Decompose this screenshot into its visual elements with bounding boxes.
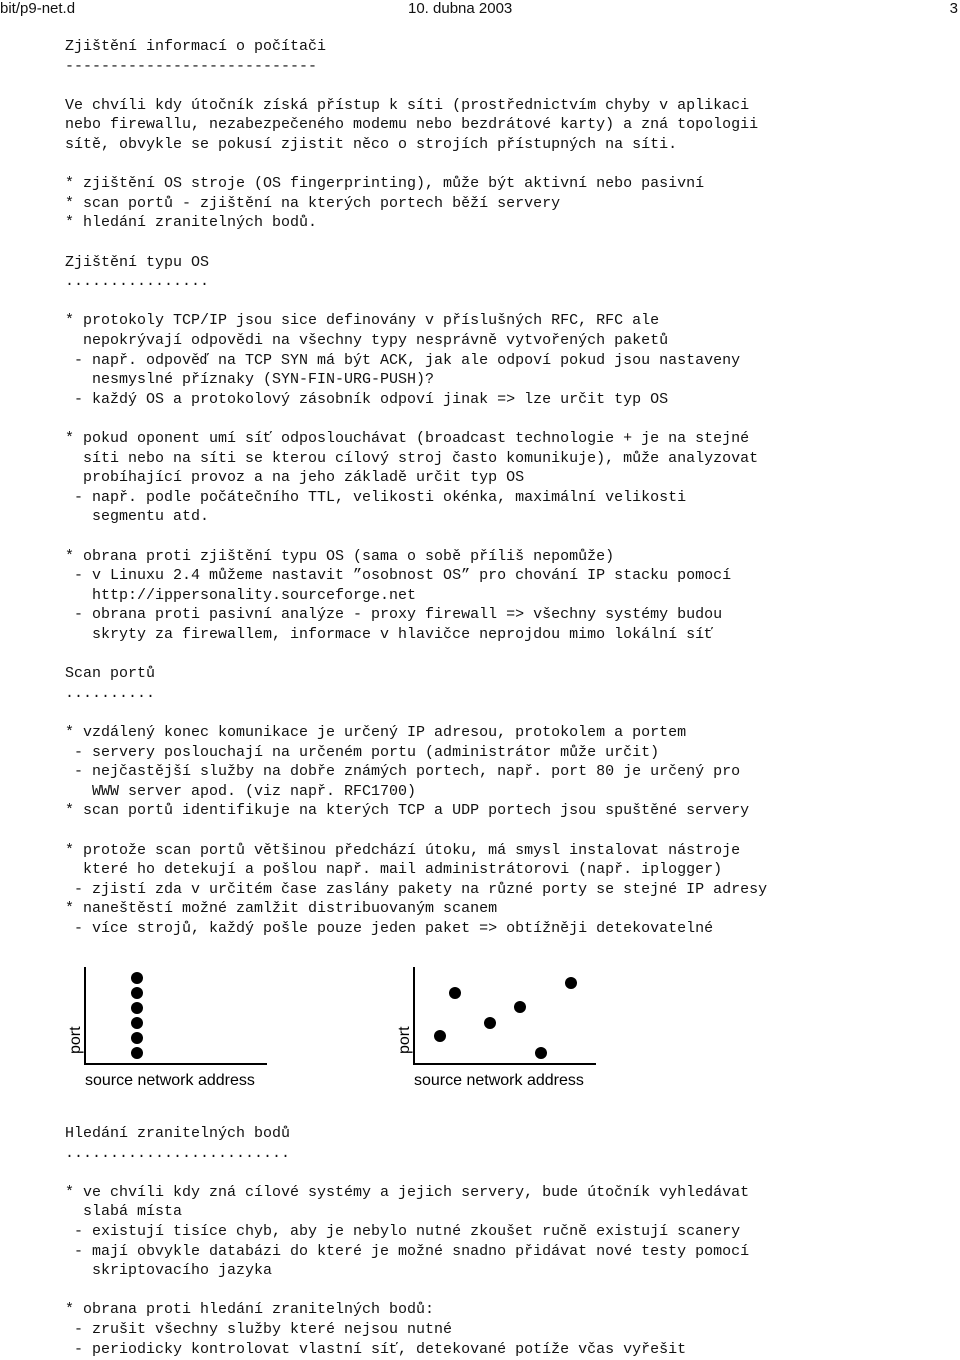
text-line: * protokoly TCP/IP jsou sice definovány v příslušných RFC, RFC ale	[65, 312, 660, 330]
text-line: Ve chvíli kdy útočník získá přístup k síti (prostřednictvím chyby v aplikaci	[65, 96, 750, 114]
text-line: ----------------------------	[65, 57, 318, 75]
text-line: síti nebo na síti se kterou cílový stroj často komunikuje), může analyzovat	[65, 449, 759, 467]
text-line: * naneštěstí možné zamlžit distribuovaným scanem	[65, 900, 498, 918]
text-line: - zrušit všechny služby které nejsou nutné	[65, 1321, 453, 1338]
text-line: - periodicky kontrolovat vlastní síť, detekované potíže včas vyřešit	[65, 1340, 687, 1358]
text-line: Scan portů	[65, 665, 156, 683]
figure-vertical-scan	[55, 962, 285, 1092]
header-filename: bit/p9-net.d	[0, 0, 76, 17]
text-line: * protože scan portů většinou předchází útoku, má smysl instalovat nástroje	[65, 841, 741, 859]
figure-1-xlabel: source network address	[85, 1072, 255, 1089]
text-line: * obrana proti zjištění typu OS (sama o sobě příliš nepomůže)	[65, 547, 615, 565]
figure-distributed-scan	[384, 962, 614, 1092]
scan-point	[449, 987, 461, 999]
header-date: 10. dubna 2003	[408, 0, 513, 17]
text-line: skryty za firewallem, informace v hlavičce neprojdou mimo lokální síť	[65, 626, 714, 643]
text-line: - každý OS a protokolový zásobník odpoví jinak => lze určit typ OS	[65, 390, 669, 408]
text-line: - více strojů, každý pošle pouze jeden paket => obtížněji detekovatelné	[65, 920, 714, 937]
text-line: - existují tisíce chyb, aby je nebylo nutné zkoušet ručně existují scanery	[65, 1223, 741, 1240]
text-line: * pokud oponent umí síť odposlouchávat (broadcast technologie + je na stejné	[65, 430, 750, 447]
scan-point	[131, 1002, 143, 1014]
scan-point	[434, 1030, 446, 1042]
text-line: * ve chvíli kdy zná cílové systémy a jejich servery, bude útočník vyhledávat	[65, 1183, 750, 1201]
figure-vertical-scan-svg	[55, 962, 285, 1092]
text-line: http://ippersonality.sourceforge.net	[65, 586, 417, 604]
text-line: - v Linuxu 2.4 můžeme nastavit ”osobnost OS” pro chování IP stacku pomocí	[65, 567, 732, 585]
scan-point	[131, 1032, 143, 1044]
text-line: nebo firewallu, nezabezpečeného modemu nebo bezdrátové karty) a zná topologii	[65, 116, 759, 134]
text-line: - nejčastější služby na dobře známých portech, např. port 80 je určený pro	[65, 763, 741, 781]
text-line: - mají obvykle databázi do které je možné snadno přidávat nové testy pomocí	[65, 1242, 750, 1260]
scan-point	[131, 1047, 143, 1059]
text-line: slabá místa	[65, 1203, 183, 1221]
text-line: * scan portů - zjištění na kterých portech běží servery	[65, 194, 561, 212]
text-line: nepokrývají odpovědi na všechny typy nesprávně vytvořených paketů	[65, 332, 669, 349]
scan-point	[131, 987, 143, 999]
text-line: - zjistí zda v určitém čase zaslány pakety na různé porty se stejné IP adresy	[65, 880, 768, 898]
text-line: ................	[65, 273, 210, 291]
text-line: skriptovacího jazyka	[65, 1262, 273, 1280]
header-page-number: 3	[949, 0, 958, 17]
text-line: Hledání zranitelných bodů	[65, 1125, 291, 1142]
scan-point	[565, 977, 577, 989]
text-line: ..........	[65, 684, 156, 702]
figure-1-ylabel: port	[67, 1026, 84, 1054]
scan-point	[535, 1047, 547, 1059]
page-header	[0, 0, 960, 18]
text-line: - servery poslouchají na určeném portu (administrátor může určit)	[65, 743, 660, 761]
text-line: * hledání zranitelných bodů.	[65, 214, 318, 232]
text-line: - obrana proti pasivní analýze - proxy firewall => všechny systémy budou	[65, 606, 723, 624]
scan-point	[514, 1001, 526, 1013]
text-line: WWW server apod. (viz např. RFC1700)	[65, 782, 417, 800]
figure-2-xlabel: source network address	[414, 1072, 584, 1089]
text-line: Zjištění typu OS	[65, 253, 210, 271]
text-line: .........................	[65, 1144, 291, 1162]
text-line: které ho detekují a pošlou např. mail administrátorovi (např. iplogger)	[65, 861, 723, 879]
text-line: * scan portů identifikuje na kterých TCP a UDP portech jsou spuštěné servery	[65, 802, 750, 820]
text-line: segmentu atd.	[65, 508, 210, 526]
text-line: probíhající provoz a na jeho základě určit typ OS	[65, 469, 525, 487]
text-line: nesmyslné příznaky (SYN-FIN-URG-PUSH)?	[65, 371, 435, 389]
text-line: * obrana proti hledání zranitelných bodů:	[65, 1301, 435, 1319]
text-line: sítě, obvykle se pokusí zjistit něco o strojích přístupných na síti.	[65, 136, 678, 153]
text-line: Zjištění informací o počítači	[65, 38, 327, 55]
text-line: - např. odpověď na TCP SYN má být ACK, jak ale odpoví pokud jsou nastaveny	[65, 351, 741, 369]
figure-distributed-scan-svg	[384, 962, 614, 1092]
scan-point	[484, 1017, 496, 1029]
scan-point	[131, 1017, 143, 1029]
figure-2-ylabel: port	[396, 1026, 413, 1054]
text-line: - např. podle počátečního TTL, velikosti okénka, maximální velikosti	[65, 488, 687, 506]
scan-point	[131, 972, 143, 984]
text-line: * vzdálený konec komunikace je určený IP adresou, protokolem a portem	[65, 724, 687, 741]
text-line: * zjištění OS stroje (OS fingerprinting), může být aktivní nebo pasivní	[65, 175, 705, 193]
